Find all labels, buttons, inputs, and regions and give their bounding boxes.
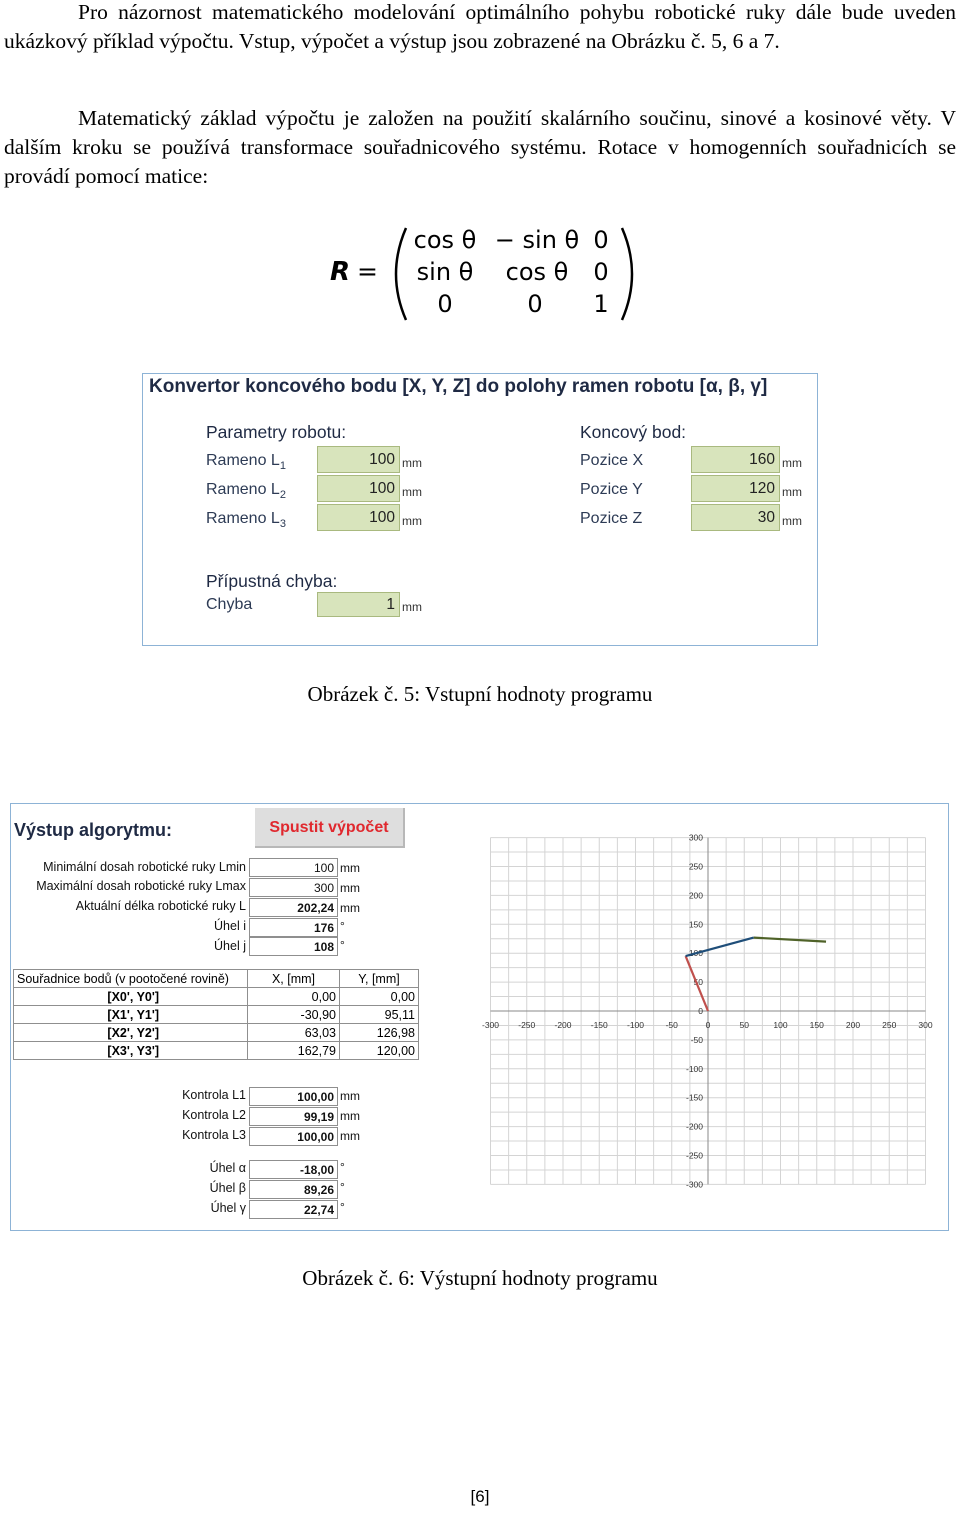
angle-value: 89,26 [249, 1180, 338, 1199]
point-y: 120,00 [340, 1042, 419, 1060]
summary-value: 300 [249, 878, 338, 897]
unit-label: mm [402, 600, 422, 614]
unit-label: mm [340, 861, 360, 875]
endpoint-label-x: Pozice X [580, 452, 644, 469]
point-label: [X1', Y1'] [14, 1006, 248, 1024]
point-x: 63,03 [248, 1024, 340, 1042]
matrix-cell: 0 [593, 258, 609, 286]
table-header: Y, [mm] [340, 970, 419, 988]
matrix-cell: 0 [593, 226, 609, 254]
summary-value: 176 [249, 918, 338, 937]
check-value: 100,00 [249, 1127, 338, 1146]
param-input-l3[interactable]: 100 [317, 504, 400, 531]
summary-value: 108 [249, 937, 338, 956]
endpoint-input-x[interactable]: 160 [691, 446, 780, 473]
summary-label: Úhel i [214, 919, 246, 933]
y-tick-label: -200 [685, 1121, 703, 1132]
matrix-cell: − sin θ [494, 226, 580, 254]
page-number: [6] [470, 1487, 490, 1506]
run-calculation-button[interactable]: Spustit výpočet [255, 808, 405, 848]
matrix-cell: 0 [437, 290, 453, 318]
check-value: 100,00 [249, 1087, 338, 1106]
table-row [14, 988, 419, 1006]
error-label: Chyba [206, 596, 253, 613]
endpoint-heading: Koncový bod: [580, 422, 687, 442]
endpoint-input-z[interactable]: 30 [691, 504, 780, 531]
endpoint-input-y[interactable]: 120 [691, 475, 780, 502]
robot-params-heading: Parametry robotu: [206, 422, 347, 442]
arm-segment-l3 [754, 938, 826, 942]
matrix-cell: 1 [593, 290, 609, 318]
figure5-caption: Obrázek č. 5: Vstupní hodnoty programu [307, 682, 653, 706]
intro-paragraph: Pro názornost matematického modelování optimálního pohybu robotické ruky dále bude uveden ukázkový příklad výpočtu. Vstup, výpočet a výstup jsou zobrazené na Obrázku č. 5, 6 a 7. [4, 0, 956, 53]
angle-label: Úhel β [209, 1181, 246, 1195]
angle-value: -18,00 [249, 1160, 338, 1179]
converter-title: Konvertor koncového bodu [X, Y, Z] do polohy ramen robotu [α, β, γ] [149, 376, 768, 397]
x-tick-label: -50 [665, 1020, 678, 1030]
unit-label: mm [340, 901, 360, 915]
x-tick-label: -300 [481, 1020, 500, 1030]
param-label-l1: Rameno $L_1$ [206, 452, 286, 473]
matrix-cell: cos θ [413, 226, 477, 254]
unit-label: ° [340, 1160, 345, 1174]
point-y: 0,00 [340, 988, 419, 1006]
unit-label: mm [340, 1129, 360, 1143]
x-tick-label: 200 [845, 1020, 861, 1030]
points-table [13, 969, 419, 1060]
y-tick-label: 150 [688, 919, 703, 930]
table-row [14, 1024, 419, 1042]
matrix-equals: = [357, 257, 378, 286]
x-tick-label: 0 [705, 1020, 711, 1030]
unit-label: mm [402, 456, 422, 470]
check-label: Kontrola L1 [182, 1088, 246, 1102]
figure6-caption: Obrázek č. 6: Výstupní hodnoty programu [302, 1266, 658, 1290]
angle-label: Úhel α [209, 1161, 246, 1175]
summary-label: Maximální dosah robotické ruky Lmax [36, 879, 246, 893]
x-tick-label: 250 [882, 1020, 897, 1030]
matrix-symbol: R [330, 257, 351, 287]
x-tick-label: 100 [773, 1020, 788, 1030]
math-paragraph: Matematický základ výpočtu je založen na použití skalárního součinu, sinové a kosinové věty. V dalším kroku se používá transformace souřadnicového systému. Rotace v homogenních souřadnicích se provádí pomocí matice: [4, 106, 956, 188]
unit-label: ° [340, 938, 345, 952]
x-tick-label: -100 [626, 1020, 645, 1030]
unit-label: mm [402, 514, 422, 528]
table-header: Souřadnice bodů (v pootočené rovině) [14, 970, 248, 988]
angle-label: Úhel γ [210, 1201, 246, 1215]
x-tick-label: -200 [554, 1020, 572, 1030]
unit-label: mm [340, 1089, 360, 1103]
unit-label: ° [340, 919, 345, 933]
output-figure [10, 803, 949, 1231]
summary-label: Minimální dosah robotické ruky Lmin [43, 860, 246, 874]
table-header-row [14, 970, 419, 988]
x-tick-label: -250 [518, 1020, 536, 1030]
x-tick-label: 150 [809, 1020, 824, 1030]
summary-label: Úhel j [214, 939, 246, 953]
point-label: [X3', Y3'] [14, 1042, 248, 1060]
y-tick-label: -150 [685, 1092, 703, 1103]
arm-segment-l1 [686, 956, 708, 1011]
table-row [14, 1042, 419, 1060]
point-y: 95,11 [340, 1006, 419, 1024]
point-label: [X0', Y0'] [14, 988, 248, 1006]
summary-label: Aktuální délka robotické ruky L [75, 899, 246, 913]
unit-label: mm [340, 881, 360, 895]
point-x: 0,00 [248, 988, 340, 1006]
output-title: Výstup algorytmu: [14, 820, 173, 840]
rotation-matrix [320, 222, 650, 326]
y-tick-label: 50 [693, 977, 703, 988]
point-x: 162,79 [248, 1042, 340, 1060]
endpoint-label-y: Pozice Y [580, 481, 643, 498]
point-label: [X2', Y2'] [14, 1024, 248, 1042]
table-row [14, 1006, 419, 1024]
y-tick-label: 250 [688, 861, 703, 872]
param-input-l1[interactable]: 100 [317, 446, 400, 473]
error-heading: Přípustná chyba: [206, 571, 338, 591]
summary-value: 202,24 [249, 898, 338, 917]
summary-value: 100 [249, 858, 338, 877]
unit-label: mm [782, 514, 802, 528]
error-input[interactable]: 1 [317, 592, 400, 617]
point-y: 126,98 [340, 1024, 419, 1042]
check-value: 99,19 [249, 1107, 338, 1126]
point-x: -30,90 [248, 1006, 340, 1024]
y-tick-label: -300 [685, 1179, 703, 1190]
matrix-cell: 0 [527, 290, 543, 318]
y-tick-label: -100 [685, 1063, 703, 1074]
table-header: X, [mm] [248, 970, 340, 988]
y-tick-label: 100 [688, 948, 703, 959]
check-label: Kontrola L3 [182, 1128, 246, 1142]
angle-value: 22,74 [249, 1200, 338, 1219]
endpoint-label-z: Pozice Z [580, 510, 643, 527]
y-tick-label: -50 [690, 1034, 703, 1045]
matrix-cell: sin θ [416, 258, 474, 286]
param-label-l3: Rameno $L_3$ [206, 510, 286, 531]
unit-label: mm [340, 1109, 360, 1123]
arm-position-chart [438, 816, 937, 1226]
unit-label: mm [402, 485, 422, 499]
y-tick-label: -250 [685, 1150, 703, 1161]
chart-canvas [438, 816, 937, 1226]
unit-label: mm [782, 485, 802, 499]
unit-label: mm [782, 456, 802, 470]
param-input-l2[interactable]: 100 [317, 475, 400, 502]
x-tick-label: 50 [739, 1020, 749, 1030]
matrix-cell: cos θ [505, 258, 569, 286]
y-tick-label: 0 [698, 1006, 703, 1016]
input-form-figure [142, 373, 818, 646]
param-label-l2: Rameno $L_2$ [206, 481, 286, 502]
y-tick-label: 300 [688, 832, 703, 843]
unit-label: ° [340, 1180, 345, 1194]
check-label: Kontrola L2 [182, 1108, 246, 1122]
x-tick-label: -150 [590, 1020, 608, 1030]
x-tick-label: 300 [918, 1020, 933, 1030]
unit-label: ° [340, 1200, 345, 1214]
y-tick-label: 200 [688, 890, 703, 901]
